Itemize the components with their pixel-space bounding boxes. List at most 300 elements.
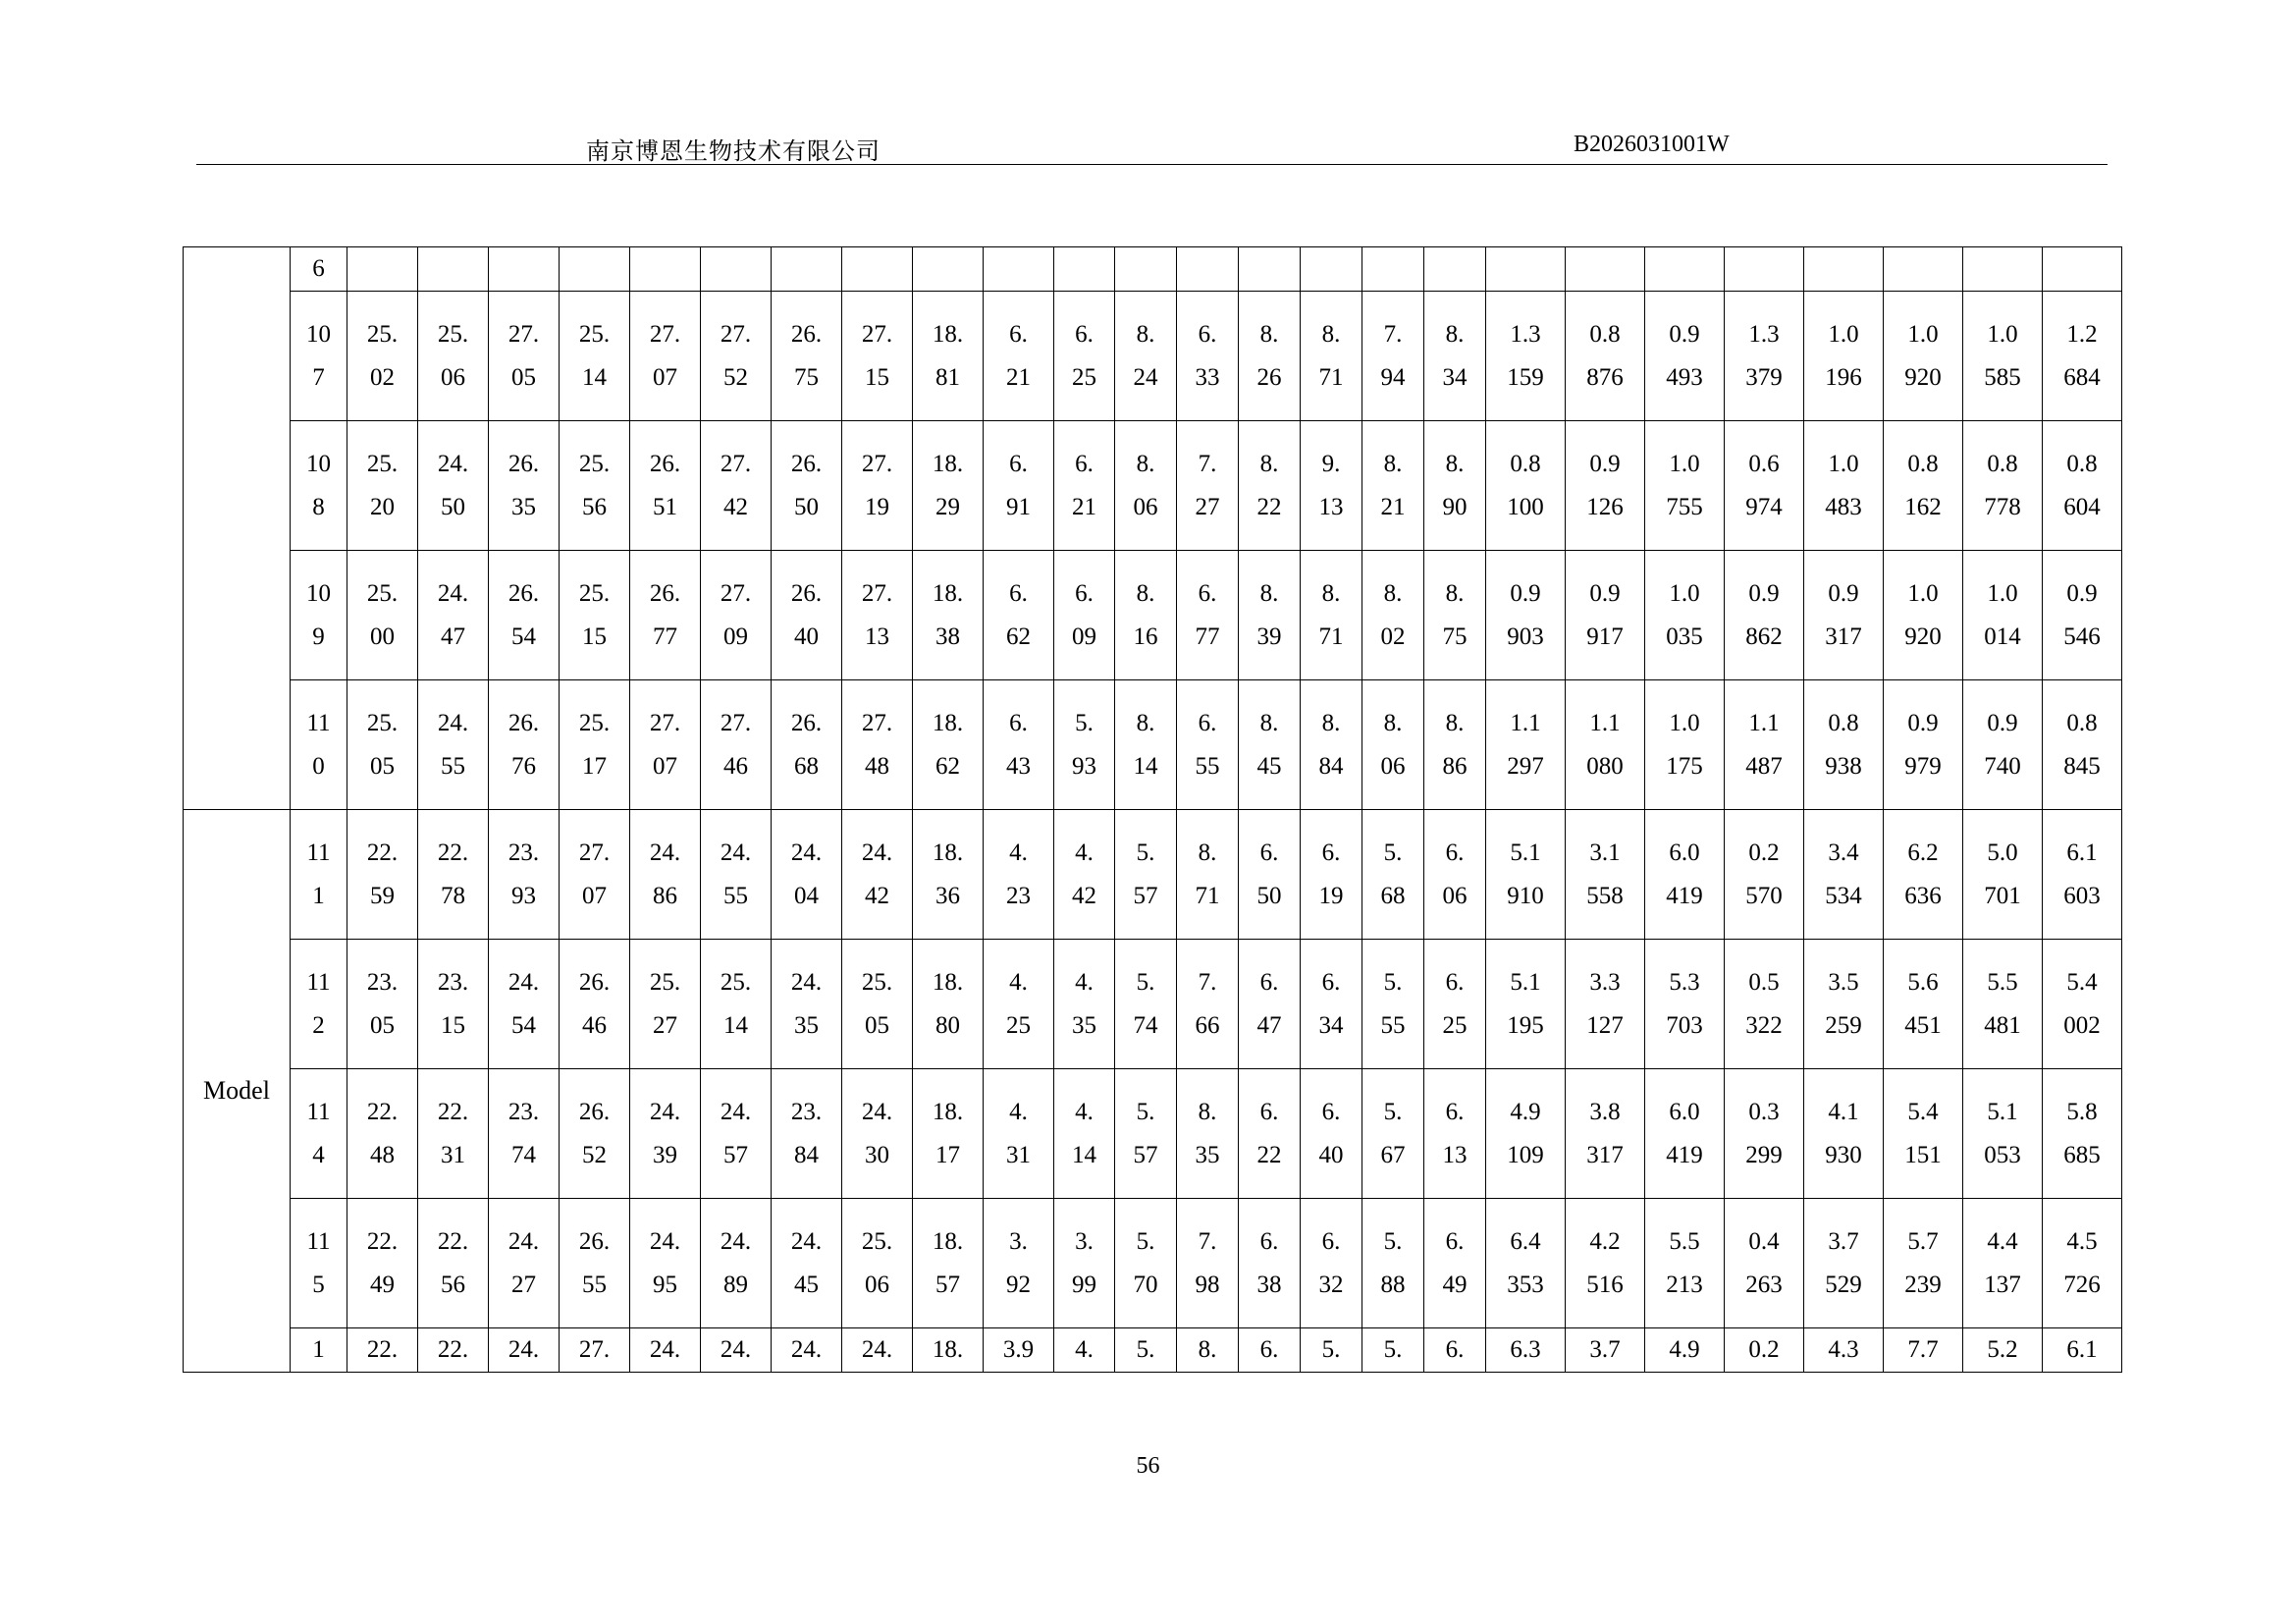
table-row <box>184 810 2122 940</box>
cell-value-part: 3.3 <box>1589 968 1621 996</box>
table-cell <box>772 421 842 551</box>
cell-value-part: 18. <box>932 579 964 607</box>
sample-id: 110 <box>291 680 347 810</box>
cell-value-part: 25. <box>366 709 399 736</box>
cell-value-part: 0.8 <box>1828 709 1859 736</box>
cell-value-part: 1.1 <box>1589 709 1621 736</box>
table-cell <box>489 551 560 680</box>
cell-value-part: 84 <box>794 1141 819 1168</box>
cell-value-part: 379 <box>1745 363 1783 391</box>
table-cell <box>701 551 772 680</box>
cell-value-part: 0.8 <box>1987 450 2018 477</box>
cell-value-part: 876 <box>1586 363 1624 391</box>
cell-value-part: 27. <box>578 839 611 866</box>
cell-value-part: 1.0 <box>1987 579 2018 607</box>
table-cell <box>1177 551 1239 680</box>
sample-id: 6 <box>291 247 347 292</box>
cell-value-part: 974 <box>1745 493 1783 520</box>
header-doc-code: B2026031001W <box>1574 132 1730 157</box>
cell-value-part: 31 <box>441 1141 465 1168</box>
cell-value-part: 93 <box>511 882 536 909</box>
cell-value-part: 0.8 <box>1907 450 1939 477</box>
cell-value-part: 74 <box>511 1141 536 1168</box>
cell-value-part: 71 <box>1318 623 1344 650</box>
cell-value-part: 27. <box>507 320 540 348</box>
cell-value-part: 546 <box>2063 623 2101 650</box>
cell-value-part: 195 <box>1507 1011 1544 1039</box>
cell-value-part: 137 <box>1984 1271 2021 1298</box>
table-cell <box>2043 292 2122 421</box>
cell-value-part: 67 <box>1380 1141 1406 1168</box>
table-cell <box>842 1199 913 1328</box>
cell-value-part: 06 <box>1133 493 1158 520</box>
cell-value-part: 84 <box>1318 752 1344 780</box>
cell-value-part: 6. <box>1075 450 1094 477</box>
table-cell <box>772 292 842 421</box>
table-cell: 8. <box>1177 1328 1239 1373</box>
table-cell <box>347 680 418 810</box>
cell-value-part: 50 <box>441 493 465 520</box>
cell-value-part: 22. <box>437 839 469 866</box>
cell-value-part: 27. <box>861 320 893 348</box>
cell-value-part: 8. <box>1198 1098 1217 1125</box>
table-cell <box>560 810 630 940</box>
table-cell <box>984 247 1054 292</box>
cell-value-part: 5. <box>1136 1227 1155 1255</box>
cell-value-part: 71 <box>1195 882 1220 909</box>
table-cell <box>1301 680 1362 810</box>
table-cell <box>1963 810 2043 940</box>
cell-value-part: 77 <box>1195 623 1220 650</box>
table-cell <box>1963 1069 2043 1199</box>
table-cell <box>1566 421 1645 551</box>
cell-value-part: 24. <box>649 1098 681 1125</box>
table-cell <box>1804 551 1884 680</box>
table-cell: 6. <box>1424 1328 1486 1373</box>
table-cell <box>772 1199 842 1328</box>
cell-value-part: 54 <box>511 1011 536 1039</box>
cell-value-part: 14 <box>723 1011 748 1039</box>
table-cell <box>489 421 560 551</box>
cell-value-part: 4.4 <box>1987 1227 2018 1255</box>
cell-value-part: 938 <box>1825 752 1862 780</box>
table-cell: 4. <box>1054 1328 1115 1373</box>
cell-value-part: 5.1 <box>1987 1098 2018 1125</box>
cell-value-part: 259 <box>1825 1011 1862 1039</box>
table-cell <box>842 940 913 1069</box>
table-cell <box>630 680 701 810</box>
sample-id: 107 <box>291 292 347 421</box>
table-cell <box>1239 247 1301 292</box>
cell-value-part: 88 <box>1380 1271 1406 1298</box>
table-cell <box>1362 421 1424 551</box>
cell-value-part: 35 <box>511 493 536 520</box>
cell-value-part: 86 <box>1442 752 1468 780</box>
cell-value-part: 1.2 <box>2066 320 2098 348</box>
cell-value-part: 30 <box>865 1141 889 1168</box>
table-cell <box>2043 680 2122 810</box>
table-cell <box>1177 810 1239 940</box>
table-cell: 24. <box>842 1328 913 1373</box>
table-cell: 4.9 <box>1645 1328 1725 1373</box>
cell-value-part: 6. <box>1321 1227 1341 1255</box>
table-cell <box>1804 247 1884 292</box>
cell-value-part: 56 <box>582 493 607 520</box>
cell-value-part: 322 <box>1745 1011 1783 1039</box>
cell-value-part: 4.9 <box>1510 1098 1541 1125</box>
table-cell: 6.1 <box>2043 1328 2122 1373</box>
table-cell <box>1054 292 1115 421</box>
table-cell <box>1177 940 1239 1069</box>
cell-value-part: 8. <box>1136 579 1155 607</box>
cell-value-part: 18. <box>932 709 964 736</box>
cell-value-part: 740 <box>1984 752 2021 780</box>
cell-value-part: 57 <box>935 1271 960 1298</box>
table-cell: 5. <box>1362 1328 1424 1373</box>
table-cell <box>1424 940 1486 1069</box>
table-cell <box>1645 421 1725 551</box>
cell-value-part: 4. <box>1075 839 1094 866</box>
cell-value-part: 0.4 <box>1748 1227 1780 1255</box>
table-cell <box>772 247 842 292</box>
table-cell <box>1963 292 2043 421</box>
cell-value-part: 1.1 <box>1510 709 1541 736</box>
cell-value-part: 48 <box>865 752 889 780</box>
cell-value-part: 481 <box>1984 1011 2021 1039</box>
table-cell: 24. <box>489 1328 560 1373</box>
cell-value-part: 06 <box>1380 752 1406 780</box>
cell-value-part: 89 <box>723 1271 748 1298</box>
table-cell <box>630 810 701 940</box>
cell-value-part: 3.5 <box>1828 968 1859 996</box>
table-cell <box>347 1199 418 1328</box>
table-cell <box>984 421 1054 551</box>
cell-value-part: 52 <box>723 363 748 391</box>
cell-value-part: 487 <box>1745 752 1783 780</box>
table-cell <box>1566 940 1645 1069</box>
table-cell <box>1804 292 1884 421</box>
table-cell <box>1804 421 1884 551</box>
cell-value-part: 703 <box>1666 1011 1703 1039</box>
cell-value-part: 47 <box>441 623 465 650</box>
cell-value-part: 684 <box>2063 363 2101 391</box>
cell-value-part: 06 <box>865 1271 889 1298</box>
table-cell <box>1115 1199 1177 1328</box>
cell-value-part: 70 <box>1133 1271 1158 1298</box>
cell-value-part: 42 <box>1072 882 1096 909</box>
table-cell <box>772 680 842 810</box>
table-cell <box>1566 247 1645 292</box>
cell-value-part: 6. <box>1009 320 1028 348</box>
cell-value-part: 127 <box>1586 1011 1624 1039</box>
cell-value-part: 5.4 <box>2066 968 2098 996</box>
cell-value-part: 24. <box>720 1098 752 1125</box>
cell-value-part: 06 <box>441 363 465 391</box>
cell-value-part: 19 <box>1318 882 1344 909</box>
table-cell <box>1645 810 1725 940</box>
cell-value-part: 48 <box>370 1141 395 1168</box>
cell-value-part: 726 <box>2063 1271 2101 1298</box>
cell-value-part: 080 <box>1586 752 1624 780</box>
cell-value-part: 81 <box>935 363 960 391</box>
cell-value-part: 0.9 <box>1589 579 1621 607</box>
cell-value-part: 8. <box>1259 450 1279 477</box>
table-cell <box>1054 421 1115 551</box>
cell-value-part: 24. <box>437 579 469 607</box>
table-cell <box>701 292 772 421</box>
cell-value-part: 5.1 <box>1510 968 1541 996</box>
cell-value-part: 5. <box>1383 968 1403 996</box>
cell-value-part: 14 <box>1072 1141 1096 1168</box>
table-cell <box>418 551 489 680</box>
table-cell: 5. <box>1115 1328 1177 1373</box>
table-cell <box>1884 680 1963 810</box>
table-cell <box>1054 1069 1115 1199</box>
table-cell <box>842 680 913 810</box>
table-cell <box>913 810 984 940</box>
table-cell <box>489 292 560 421</box>
cell-value-part: 45 <box>794 1271 819 1298</box>
cell-value-part: 25. <box>861 968 893 996</box>
table-cell <box>1566 1069 1645 1199</box>
cell-value-part: 493 <box>1666 363 1703 391</box>
cell-value-part: 25. <box>366 579 399 607</box>
cell-value-part: 21 <box>1006 363 1031 391</box>
cell-value-part: 26. <box>578 1227 611 1255</box>
cell-value-part: 27. <box>861 450 893 477</box>
table-cell: 7.7 <box>1884 1328 1963 1373</box>
cell-value-part: 239 <box>1904 1271 1942 1298</box>
table-cell <box>1486 680 1566 810</box>
cell-value-part: 8. <box>1198 839 1217 866</box>
table-cell <box>1301 421 1362 551</box>
cell-value-part: 3. <box>1009 1227 1028 1255</box>
cell-value-part: 93 <box>1072 752 1096 780</box>
cell-value-part: 55 <box>1380 1011 1406 1039</box>
table-cell <box>984 551 1054 680</box>
table-cell <box>418 247 489 292</box>
table-cell <box>418 421 489 551</box>
cell-value-part: 0.8 <box>1510 450 1541 477</box>
cell-value-part: 5.0 <box>1987 839 2018 866</box>
table-cell <box>489 810 560 940</box>
cell-value-part: 755 <box>1666 493 1703 520</box>
cell-value-part: 0.9 <box>1828 579 1859 607</box>
table-cell <box>1725 421 1804 551</box>
cell-value-part: 42 <box>865 882 889 909</box>
cell-value-part: 1.3 <box>1748 320 1780 348</box>
cell-value-part: 25 <box>1442 1011 1468 1039</box>
table-cell <box>1566 551 1645 680</box>
cell-value-part: 585 <box>1984 363 2021 391</box>
table-cell <box>772 551 842 680</box>
table-cell <box>1486 1199 1566 1328</box>
table-cell <box>1115 680 1177 810</box>
table-cell <box>1301 940 1362 1069</box>
cell-value-part: 6. <box>1445 1227 1465 1255</box>
cell-value-part: 6. <box>1009 450 1028 477</box>
cell-value-part: 6. <box>1259 839 1279 866</box>
cell-value-part: 35 <box>794 1011 819 1039</box>
cell-value-part: 6. <box>1009 709 1028 736</box>
cell-value-part: 15 <box>441 1011 465 1039</box>
table-cell <box>347 551 418 680</box>
cell-value-part: 701 <box>1984 882 2021 909</box>
cell-value-part: 18. <box>932 450 964 477</box>
table-cell <box>1115 292 1177 421</box>
cell-value-part: 162 <box>1904 493 1942 520</box>
table-cell <box>842 1069 913 1199</box>
table-cell <box>1725 810 1804 940</box>
cell-value-part: 25. <box>720 968 752 996</box>
table-cell <box>2043 551 2122 680</box>
cell-value-part: 38 <box>1256 1271 1282 1298</box>
cell-value-part: 71 <box>1318 363 1344 391</box>
table-cell <box>1054 1199 1115 1328</box>
cell-value-part: 46 <box>723 752 748 780</box>
table-cell <box>630 1069 701 1199</box>
cell-value-part: 66 <box>1195 1011 1220 1039</box>
cell-value-part: 1.0 <box>1828 320 1859 348</box>
cell-value-part: 26. <box>507 450 540 477</box>
cell-value-part: 22. <box>366 839 399 866</box>
cell-value-part: 26. <box>649 450 681 477</box>
cell-value-part: 297 <box>1507 752 1544 780</box>
table-cell <box>1645 1199 1725 1328</box>
table-cell <box>1239 1199 1301 1328</box>
cell-value-part: 07 <box>582 882 607 909</box>
table-cell <box>913 680 984 810</box>
cell-value-part: 4.1 <box>1828 1098 1859 1125</box>
cell-value-part: 55 <box>441 752 465 780</box>
cell-value-part: 29 <box>935 493 960 520</box>
table-cell: 24. <box>630 1328 701 1373</box>
table-cell <box>1566 292 1645 421</box>
cell-value-part: 8. <box>1445 320 1465 348</box>
table-cell: 18. <box>913 1328 984 1373</box>
table-cell <box>418 292 489 421</box>
cell-value-part: 0.8 <box>2066 450 2098 477</box>
cell-value-part: 570 <box>1745 882 1783 909</box>
cell-value-part: 77 <box>653 623 677 650</box>
table-cell <box>560 680 630 810</box>
cell-value-part: 52 <box>582 1141 607 1168</box>
cell-value-part: 56 <box>441 1271 465 1298</box>
cell-value-part: 920 <box>1904 623 1942 650</box>
cell-value-part: 451 <box>1904 1011 1942 1039</box>
table-cell <box>984 1069 1054 1199</box>
cell-value-part: 5. <box>1383 1098 1403 1125</box>
table-cell <box>1486 1069 1566 1199</box>
cell-value-part: 09 <box>723 623 748 650</box>
cell-value-part: 1.0 <box>1669 579 1700 607</box>
cell-value-part: 516 <box>1586 1271 1624 1298</box>
cell-value-part: 4. <box>1009 1098 1028 1125</box>
table-cell <box>1239 292 1301 421</box>
table-cell <box>630 1199 701 1328</box>
cell-value-part: 47 <box>1256 1011 1282 1039</box>
cell-value-part: 06 <box>1442 882 1468 909</box>
table-cell <box>1486 247 1566 292</box>
cell-value-part: 930 <box>1825 1141 1862 1168</box>
cell-value-part: 78 <box>441 882 465 909</box>
table-cell <box>489 247 560 292</box>
cell-value-part: 0.9 <box>1907 709 1939 736</box>
cell-value-part: 126 <box>1586 493 1624 520</box>
cell-value-part: 24. <box>720 1227 752 1255</box>
cell-value-part: 6.4 <box>1510 1227 1541 1255</box>
cell-value-part: 92 <box>1006 1271 1031 1298</box>
table-cell <box>630 247 701 292</box>
cell-value-part: 8. <box>1259 709 1279 736</box>
cell-value-part: 5.5 <box>1987 968 2018 996</box>
cell-value-part: 22. <box>437 1227 469 1255</box>
cell-value-part: 4.2 <box>1589 1227 1621 1255</box>
table-cell <box>913 247 984 292</box>
cell-value-part: 55 <box>1195 752 1220 780</box>
cell-value-part: 0.9 <box>1510 579 1541 607</box>
cell-value-part: 17 <box>935 1141 960 1168</box>
cell-value-part: 24. <box>861 839 893 866</box>
table-cell <box>347 421 418 551</box>
cell-value-part: 50 <box>1256 882 1282 909</box>
cell-value-part: 27. <box>861 579 893 607</box>
cell-value-part: 22 <box>1256 493 1282 520</box>
table-cell <box>701 680 772 810</box>
cell-value-part: 27. <box>720 709 752 736</box>
table-cell <box>1115 247 1177 292</box>
cell-value-part: 68 <box>794 752 819 780</box>
table-cell <box>984 940 1054 1069</box>
cell-value-part: 24. <box>507 1227 540 1255</box>
cell-value-part: 15 <box>582 623 607 650</box>
cell-value-part: 5.3 <box>1669 968 1700 996</box>
cell-value-part: 74 <box>1133 1011 1158 1039</box>
table-cell <box>1054 810 1115 940</box>
cell-value-part: 35 <box>1072 1011 1096 1039</box>
cell-value-part: 22. <box>366 1227 399 1255</box>
cell-value-part: 529 <box>1825 1271 1862 1298</box>
table-cell <box>1115 940 1177 1069</box>
table-row <box>184 680 2122 810</box>
table-row <box>184 1069 2122 1199</box>
cell-value-part: 3.4 <box>1828 839 1859 866</box>
cell-value-part: 0.9 <box>1669 320 1700 348</box>
cell-value-part: 51 <box>653 493 677 520</box>
cell-value-part: 1.0 <box>1907 320 1939 348</box>
table-cell <box>630 940 701 1069</box>
table-cell <box>1725 551 1804 680</box>
page-number: 56 <box>1136 1453 1160 1479</box>
table-cell <box>1424 247 1486 292</box>
table-cell <box>1424 421 1486 551</box>
table-cell <box>1301 810 1362 940</box>
cell-value-part: 40 <box>1318 1141 1344 1168</box>
cell-value-part: 8. <box>1445 579 1465 607</box>
cell-value-part: 00 <box>370 623 395 650</box>
table-cell <box>489 1069 560 1199</box>
table-cell <box>701 1199 772 1328</box>
cell-value-part: 07 <box>653 363 677 391</box>
cell-value-part: 8. <box>1259 320 1279 348</box>
table-cell <box>2043 421 2122 551</box>
table-cell: 6. <box>1239 1328 1301 1373</box>
table-row <box>184 551 2122 680</box>
cell-value-part: 8. <box>1321 709 1341 736</box>
table-cell <box>1884 810 1963 940</box>
table-cell <box>1566 810 1645 940</box>
cell-value-part: 0.9 <box>1748 579 1780 607</box>
